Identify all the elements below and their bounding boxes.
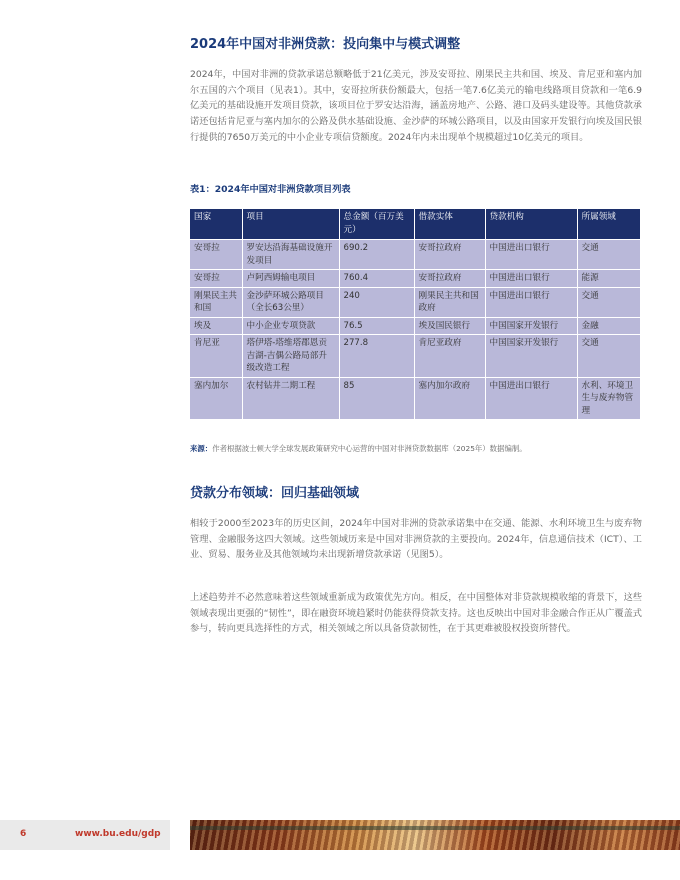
col-header-sector: 所属领域: [577, 209, 640, 240]
table-row: [190, 270, 640, 288]
cell-country: 肯尼亚: [190, 335, 242, 378]
table-row: [190, 240, 640, 270]
cell-sector: 能源: [577, 270, 640, 288]
table-row: [190, 377, 640, 419]
footer-architecture-photo: [190, 820, 680, 850]
cell-lender: 中国进出口银行: [485, 240, 577, 270]
section-intro-paragraph: 2024年，中国对非洲的贷款承诺总额略低于21亿美元，涉及安哥拉、刚果民主共和国、埃及、肯尼亚和塞内加尔五国的六个项目（见表1）。其中，安哥拉所获份额最大，包括一笔7.6亿美元的输电线路项目贷款和一笔6.9亿美元的基础设施开发项目贷款，该项目位于罗安达沿海，涵盖房地产、公路、港口及码头建设等。其他贷款承诺还包括肯尼亚与塞内加尔的公路及供水基础设施、金沙萨的环城公路项目，以及由国家开发银行向埃及国民银行提供的7650万美元的中小企业专项信贷额度。2024年内未出现单个规模超过10亿美元的项目。: [190, 69, 642, 143]
cell-country: 安哥拉: [190, 240, 242, 270]
sectors-paragraph-1: 相较于2000至2023年的历史区间，2024年中国对非洲的贷款承诺集中在交通、能源、水利环境卫生与废弃物管理、金融服务这四大领域。这些领域历来是中国对非洲贷款的主要投向。2024年，信息通信技术（ICT）、工业、贸易、服务业及其他领域均未出现新增贷款承诺（见图5）。: [190, 518, 642, 561]
cell-sector: 交通: [577, 335, 640, 378]
table-row: [190, 317, 640, 335]
cell-project: 中小企业专项贷款: [242, 317, 339, 335]
cell-amount: 85: [339, 377, 414, 419]
cell-lender: 中国进出口银行: [485, 270, 577, 288]
cell-sector: 水利、环境卫生与废弃物管理: [577, 377, 640, 419]
cell-borrower: 塞内加尔政府: [414, 377, 485, 419]
cell-project: 罗安达沿海基础设施开发项目: [242, 240, 339, 270]
cell-project: 塔伊塔-塔维塔郡恩贡吉湖-吉偶公路局部升级改造工程: [242, 335, 339, 378]
source-text: 作者根据波士顿大学全球发展政策研究中心运营的中国对非洲贷款数据库（2025年）数据编制。: [212, 444, 527, 453]
source-label: 来源：: [190, 444, 213, 453]
cell-amount: 240: [339, 287, 414, 317]
table-source-note: [190, 443, 650, 454]
table-header-row: [190, 209, 640, 240]
col-header-amount: 总金额（百万美元）: [339, 209, 414, 240]
cell-lender: 中国国家开发银行: [485, 335, 577, 378]
cell-amount: 690.2: [339, 240, 414, 270]
cell-amount: 277.8: [339, 335, 414, 378]
cell-project: 金沙萨环城公路项目（全长63公里）: [242, 287, 339, 317]
col-header-lender: 贷款机构: [485, 209, 577, 240]
cell-sector: 交通: [577, 240, 640, 270]
cell-lender: 中国进出口银行: [485, 377, 577, 419]
photo-roof-texture: [190, 820, 680, 850]
cell-borrower: 安哥拉政府: [414, 270, 485, 288]
cell-lender: 中国国家开发银行: [485, 317, 577, 335]
cell-amount: 76.5: [339, 317, 414, 335]
cell-country: 塞内加尔: [190, 377, 242, 419]
cell-borrower: 刚果民主共和国政府: [414, 287, 485, 317]
cell-lender: 中国进出口银行: [485, 287, 577, 317]
cell-country: 刚果民主共和国: [190, 287, 242, 317]
cell-project: 卢阿西姆输电项目: [242, 270, 339, 288]
section-heading-2024-loans: 2024年中国对非洲贷款：投向集中与模式调整: [190, 37, 461, 52]
table-row: [190, 287, 640, 317]
section-heading-sectors: 贷款分布领域：回归基础领域: [190, 486, 360, 501]
table-caption: 表1：2024年中国对非洲贷款项目列表: [190, 184, 351, 195]
footer-url-link[interactable]: www.bu.edu/gdp: [75, 829, 161, 839]
col-header-country: 国家: [190, 209, 242, 240]
page-number: 6: [20, 829, 27, 839]
photo-eave-beam: [190, 826, 680, 830]
cell-borrower: 肯尼亚政府: [414, 335, 485, 378]
cell-amount: 760.4: [339, 270, 414, 288]
col-header-borrower: 借款实体: [414, 209, 485, 240]
col-header-project: 项目: [242, 209, 339, 240]
cell-borrower: 埃及国民银行: [414, 317, 485, 335]
cell-borrower: 安哥拉政府: [414, 240, 485, 270]
cell-country: 埃及: [190, 317, 242, 335]
cell-project: 农村钻井二期工程: [242, 377, 339, 419]
sectors-paragraph-2: 上述趋势并不必然意味着这些领域重新成为政策优先方向。相反，在中国整体对非贷款规模收缩的背景下，这些领域表现出更强的“韧性”，即在融资环境趋紧时仍能获得贷款支持。这也反映出中国对非金融合作正从广覆盖式参与，转向更具选择性的方式，相关领域之所以具备贷款韧性，在于其更难被股权投资所替代。: [190, 592, 642, 635]
cell-country: 安哥拉: [190, 270, 242, 288]
cell-sector: 金融: [577, 317, 640, 335]
cell-sector: 交通: [577, 287, 640, 317]
table-row: [190, 335, 640, 378]
loan-projects-table: [190, 209, 640, 419]
